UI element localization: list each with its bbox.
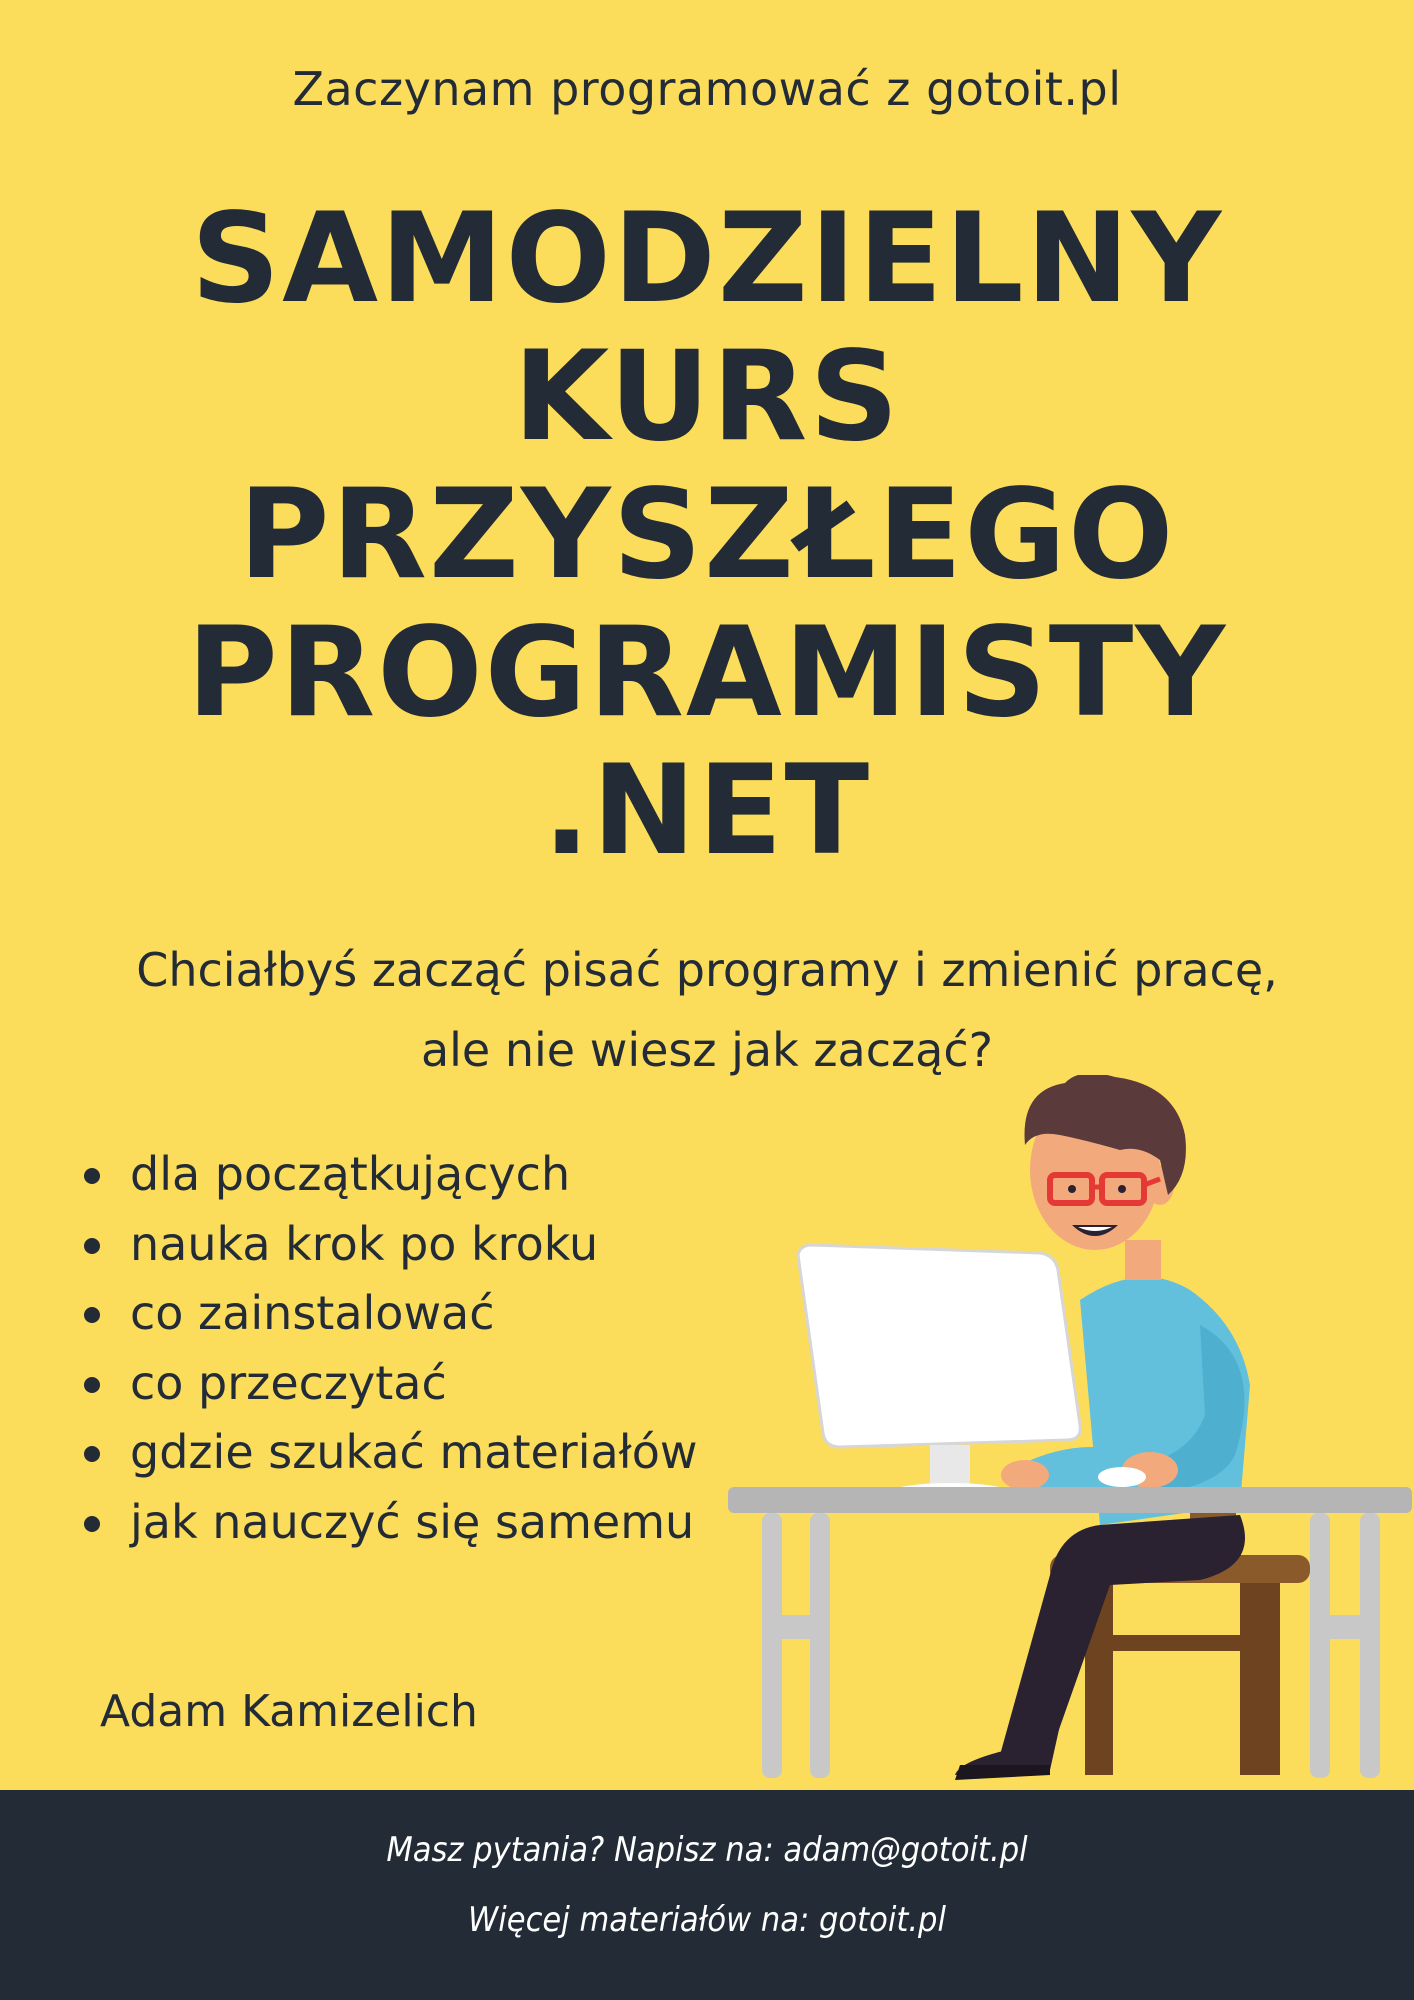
question-line: ale nie wiesz jak zacząć? bbox=[420, 1023, 994, 1077]
person-head bbox=[1025, 1075, 1186, 1250]
list-item: jak nauczyć się samemu bbox=[80, 1488, 698, 1558]
title-line: SAMODZIELNY bbox=[190, 187, 1224, 331]
title-line: PRZYSZŁEGO bbox=[238, 463, 1176, 607]
title-line: KURS bbox=[513, 325, 901, 469]
header-subtitle: Zaczynam programować z gotoit.pl bbox=[292, 62, 1122, 116]
course-title bbox=[0, 187, 1414, 883]
feature-list bbox=[80, 1140, 698, 1557]
question-text bbox=[0, 930, 1414, 1090]
footer bbox=[0, 1790, 1414, 2000]
list-item: dla początkujących bbox=[80, 1140, 698, 1210]
author-name: Adam Kamizelich bbox=[100, 1686, 478, 1737]
question-line: Chciałbyś zacząć pisać programy i zmienić pracę, bbox=[136, 943, 1278, 997]
list-item: gdzie szukać materiałów bbox=[80, 1418, 698, 1488]
footer-contact: Masz pytania? Napisz na: adam@gotoit.pl bbox=[386, 1830, 1028, 1870]
title-line: .NET bbox=[542, 739, 872, 883]
list-item: co zainstalować bbox=[80, 1279, 698, 1349]
footer-more-materials: Więcej materiałów na: gotoit.pl bbox=[468, 1900, 946, 1940]
list-item: co przeczytać bbox=[80, 1349, 698, 1419]
list-item: nauka krok po kroku bbox=[80, 1210, 698, 1280]
person-at-computer-illustration bbox=[720, 1075, 1414, 1790]
title-line: PROGRAMISTY bbox=[186, 601, 1228, 745]
